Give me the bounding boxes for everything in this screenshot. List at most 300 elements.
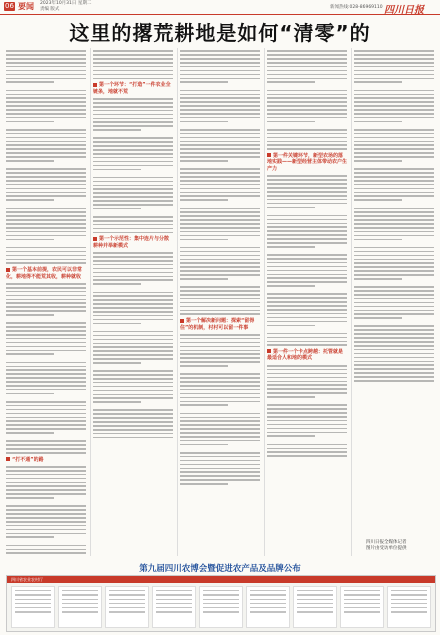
text-line bbox=[93, 177, 173, 179]
text-line bbox=[267, 254, 347, 256]
text-line bbox=[267, 117, 347, 119]
text-line bbox=[6, 466, 86, 468]
text-line bbox=[6, 478, 86, 480]
text-line bbox=[180, 97, 260, 99]
text-line bbox=[6, 109, 86, 111]
text-line bbox=[93, 192, 173, 194]
text-line bbox=[6, 215, 86, 217]
text-line bbox=[6, 70, 86, 72]
text-line bbox=[180, 373, 260, 375]
text-column-5 bbox=[354, 48, 434, 556]
text-line bbox=[93, 252, 173, 254]
text-line bbox=[180, 144, 260, 146]
text-line bbox=[267, 129, 347, 131]
text-line bbox=[267, 365, 347, 367]
text-line bbox=[6, 549, 86, 551]
text-line bbox=[180, 176, 260, 178]
text-line bbox=[180, 54, 260, 56]
text-line bbox=[6, 223, 86, 225]
text-line bbox=[6, 389, 86, 391]
text-line bbox=[6, 489, 86, 491]
text-line bbox=[267, 317, 347, 319]
text-line bbox=[180, 290, 260, 292]
text-line bbox=[267, 62, 347, 64]
text-line bbox=[267, 451, 347, 453]
text-line bbox=[6, 366, 86, 368]
text-line bbox=[93, 335, 173, 337]
text-line bbox=[267, 105, 347, 107]
text-line bbox=[354, 372, 434, 374]
text-line bbox=[180, 471, 260, 473]
text-line bbox=[180, 475, 260, 477]
text-line bbox=[354, 306, 434, 308]
text-line bbox=[93, 98, 173, 100]
text-line bbox=[93, 137, 173, 139]
text-line bbox=[267, 337, 347, 339]
text-column-2 bbox=[93, 48, 173, 556]
text-line bbox=[6, 424, 86, 426]
text-line bbox=[180, 353, 260, 355]
text-line bbox=[93, 70, 173, 72]
text-line bbox=[6, 81, 54, 83]
text-line bbox=[6, 287, 86, 289]
text-line bbox=[267, 381, 347, 383]
text-line bbox=[354, 368, 434, 370]
text-line bbox=[93, 394, 173, 396]
text-line bbox=[6, 295, 86, 297]
text-line bbox=[267, 70, 347, 72]
text-line bbox=[93, 110, 173, 112]
text-line bbox=[354, 215, 434, 217]
text-line bbox=[180, 121, 228, 123]
text-line bbox=[6, 314, 54, 316]
text-line bbox=[93, 319, 173, 321]
text-line bbox=[93, 149, 173, 151]
text-line bbox=[6, 393, 54, 395]
text-line bbox=[93, 220, 173, 222]
text-line bbox=[267, 242, 347, 244]
text-line bbox=[267, 246, 315, 248]
text-line bbox=[93, 50, 173, 52]
ad-banner-strip-text: 四川省农业农村厅 bbox=[11, 577, 43, 582]
text-line bbox=[354, 117, 434, 119]
text-line bbox=[180, 247, 260, 249]
text-line bbox=[6, 50, 86, 52]
text-line bbox=[354, 345, 434, 347]
text-line bbox=[6, 74, 86, 76]
text-line bbox=[180, 223, 260, 225]
text-line bbox=[6, 505, 86, 507]
text-line bbox=[6, 420, 86, 422]
text-line bbox=[267, 90, 347, 92]
text-line bbox=[267, 293, 347, 295]
text-line bbox=[354, 97, 434, 99]
text-line bbox=[354, 223, 434, 225]
text-line bbox=[6, 247, 86, 249]
text-line bbox=[93, 331, 173, 333]
text-line bbox=[267, 207, 315, 209]
text-line bbox=[93, 283, 141, 285]
text-line bbox=[180, 113, 260, 115]
text-line bbox=[6, 184, 86, 186]
text-line bbox=[354, 255, 434, 257]
text-line bbox=[180, 133, 260, 135]
text-line bbox=[6, 413, 86, 415]
text-line bbox=[6, 101, 86, 103]
text-line bbox=[180, 180, 260, 182]
subheading-text: 第一个示范性：集中连片与分散耕种并举新模式 bbox=[93, 236, 170, 249]
article-body bbox=[6, 48, 434, 556]
text-line bbox=[267, 199, 347, 201]
text-line bbox=[6, 521, 86, 523]
text-line bbox=[6, 262, 86, 264]
text-line bbox=[354, 113, 434, 115]
text-line bbox=[354, 313, 434, 315]
text-line bbox=[180, 338, 260, 340]
subheading-marker-icon bbox=[6, 268, 10, 272]
masthead bbox=[0, 0, 440, 15]
text-line bbox=[354, 259, 434, 261]
text-line bbox=[6, 299, 86, 301]
text-line bbox=[6, 97, 86, 99]
text-line bbox=[180, 452, 260, 454]
text-line bbox=[93, 401, 141, 403]
text-line bbox=[267, 444, 347, 446]
text-line bbox=[354, 274, 434, 276]
text-line bbox=[93, 386, 173, 388]
text-line bbox=[354, 376, 434, 378]
text-line bbox=[267, 133, 347, 135]
text-line bbox=[6, 62, 86, 64]
ad-banner-box bbox=[105, 586, 149, 628]
text-line bbox=[267, 420, 347, 422]
text-line bbox=[93, 370, 173, 372]
text-line bbox=[267, 175, 347, 177]
text-line bbox=[354, 188, 434, 190]
ad-banner-box bbox=[340, 586, 384, 628]
text-line bbox=[354, 247, 434, 249]
ad-banner-box bbox=[387, 586, 431, 628]
text-line bbox=[267, 230, 347, 232]
text-line bbox=[180, 262, 260, 264]
text-line bbox=[180, 117, 260, 119]
text-line bbox=[6, 113, 86, 115]
text-line bbox=[6, 302, 86, 304]
text-line bbox=[354, 144, 434, 146]
section-label: 要闻 bbox=[18, 2, 34, 11]
text-line bbox=[93, 181, 173, 183]
text-line bbox=[354, 325, 434, 327]
text-line bbox=[93, 272, 173, 274]
text-line bbox=[180, 215, 260, 217]
text-line bbox=[180, 385, 260, 387]
text-line bbox=[93, 208, 141, 210]
text-line bbox=[267, 277, 347, 279]
text-line bbox=[180, 424, 260, 426]
text-line bbox=[354, 219, 434, 221]
text-line bbox=[354, 302, 434, 304]
text-line bbox=[267, 94, 347, 96]
text-line bbox=[267, 195, 347, 197]
text-line bbox=[180, 310, 260, 312]
text-line bbox=[267, 301, 347, 303]
text-line bbox=[93, 102, 173, 104]
text-line bbox=[93, 129, 141, 131]
text-line bbox=[354, 121, 402, 123]
text-line bbox=[93, 433, 173, 435]
text-line bbox=[93, 437, 173, 439]
text-line bbox=[267, 144, 347, 146]
text-line bbox=[6, 117, 86, 119]
text-line bbox=[93, 303, 173, 305]
ad-banner-title: 第九届四川农博会暨促进农产品及品牌公布 bbox=[139, 564, 301, 574]
text-line bbox=[354, 235, 434, 237]
text-line bbox=[267, 113, 347, 115]
text-line bbox=[93, 256, 173, 258]
text-line bbox=[180, 81, 228, 83]
text-line bbox=[180, 259, 260, 261]
text-line bbox=[180, 251, 260, 253]
text-line bbox=[93, 268, 173, 270]
subheading-text: 第一个环节：“打造”一件农业全链条，地就不荒 bbox=[93, 82, 171, 95]
page-number: 06 bbox=[5, 2, 14, 10]
text-line bbox=[6, 330, 86, 332]
text-line bbox=[93, 354, 173, 356]
text-line bbox=[267, 74, 347, 76]
text-line bbox=[93, 279, 173, 281]
subheading-text: 第一件一个卡点跨越：托管就是最适合人和地的模式 bbox=[267, 348, 344, 362]
subheading-text: “打不通”的路 bbox=[12, 456, 44, 463]
text-line bbox=[267, 109, 347, 111]
text-line bbox=[267, 101, 347, 103]
text-line bbox=[6, 509, 86, 511]
text-line bbox=[6, 141, 86, 143]
text-line bbox=[354, 357, 434, 359]
text-line bbox=[354, 156, 434, 158]
text-line bbox=[93, 74, 173, 76]
text-line bbox=[93, 264, 173, 266]
text-line bbox=[267, 404, 347, 406]
text-line bbox=[6, 168, 86, 170]
news-hotline: 新闻热线:028-86969110 bbox=[330, 5, 383, 10]
subheading bbox=[267, 153, 347, 173]
text-line bbox=[354, 152, 434, 154]
text-line bbox=[267, 54, 347, 56]
subheading bbox=[93, 236, 173, 249]
text-line bbox=[180, 129, 260, 131]
text-line bbox=[267, 137, 347, 139]
text-line bbox=[6, 373, 86, 375]
text-line bbox=[267, 321, 347, 323]
text-line bbox=[6, 405, 86, 407]
text-line bbox=[6, 208, 86, 210]
subheading bbox=[93, 82, 173, 95]
text-line bbox=[6, 350, 86, 352]
text-line bbox=[180, 365, 228, 367]
text-line bbox=[180, 74, 260, 76]
text-line bbox=[354, 58, 434, 60]
text-line bbox=[354, 101, 434, 103]
text-line bbox=[354, 66, 434, 68]
text-line bbox=[6, 66, 86, 68]
text-line bbox=[354, 195, 434, 197]
text-line bbox=[267, 309, 347, 311]
text-line bbox=[180, 172, 260, 174]
text-line bbox=[354, 353, 434, 355]
text-line bbox=[354, 148, 434, 150]
text-line bbox=[6, 346, 86, 348]
subheading-marker-icon bbox=[93, 83, 97, 87]
text-line bbox=[267, 341, 347, 343]
text-line bbox=[354, 81, 402, 83]
subheading-marker-icon bbox=[6, 457, 10, 461]
text-line bbox=[6, 176, 86, 178]
text-line bbox=[180, 70, 260, 72]
text-line bbox=[354, 94, 434, 96]
text-line bbox=[6, 417, 86, 419]
text-line bbox=[354, 349, 434, 351]
subheading-marker-icon bbox=[267, 349, 271, 353]
text-line bbox=[6, 448, 86, 450]
text-line bbox=[354, 231, 434, 233]
text-line bbox=[180, 350, 260, 352]
text-line bbox=[180, 90, 260, 92]
text-line bbox=[93, 425, 173, 427]
text-line bbox=[6, 362, 86, 364]
text-line bbox=[93, 106, 173, 108]
text-line bbox=[267, 148, 347, 150]
text-line bbox=[6, 401, 86, 403]
text-line bbox=[354, 109, 434, 111]
text-line bbox=[180, 211, 260, 213]
text-line bbox=[180, 302, 260, 304]
text-line bbox=[267, 234, 347, 236]
text-line bbox=[6, 428, 86, 430]
text-line bbox=[6, 381, 86, 383]
text-line bbox=[6, 409, 86, 411]
text-line bbox=[354, 90, 434, 92]
text-line bbox=[267, 223, 347, 225]
subheading bbox=[267, 349, 347, 362]
text-line bbox=[180, 152, 260, 154]
text-line bbox=[354, 317, 402, 319]
ad-banner-box bbox=[199, 586, 243, 628]
text-line bbox=[354, 270, 434, 272]
text-line bbox=[93, 362, 141, 364]
text-line bbox=[354, 208, 434, 210]
text-line bbox=[354, 133, 434, 135]
text-line bbox=[6, 377, 86, 379]
text-line bbox=[93, 204, 173, 206]
text-line bbox=[354, 251, 434, 253]
text-line bbox=[180, 468, 260, 470]
text-line bbox=[93, 62, 173, 64]
text-line bbox=[6, 385, 86, 387]
text-line bbox=[267, 187, 347, 189]
text-line bbox=[354, 180, 434, 182]
subheading-marker-icon bbox=[180, 319, 184, 323]
text-line bbox=[354, 227, 434, 229]
text-line bbox=[354, 290, 434, 292]
text-line bbox=[180, 50, 260, 52]
text-line bbox=[93, 216, 173, 218]
text-line bbox=[93, 145, 173, 147]
text-column-1 bbox=[6, 48, 86, 556]
text-line bbox=[180, 94, 260, 96]
text-line bbox=[93, 118, 173, 120]
text-line bbox=[93, 141, 173, 143]
text-line bbox=[354, 333, 434, 335]
text-line bbox=[354, 239, 402, 241]
ad-banner-box bbox=[11, 586, 55, 628]
text-line bbox=[267, 333, 347, 335]
text-line bbox=[267, 226, 347, 228]
text-line bbox=[93, 185, 173, 187]
text-line bbox=[93, 157, 173, 159]
text-line bbox=[354, 160, 402, 162]
text-line bbox=[93, 224, 173, 226]
ad-banner-strip bbox=[7, 576, 435, 583]
text-line bbox=[180, 377, 260, 379]
text-line bbox=[180, 393, 260, 395]
text-line bbox=[180, 270, 260, 272]
text-line bbox=[6, 133, 86, 135]
text-line bbox=[93, 125, 173, 127]
text-line bbox=[93, 358, 173, 360]
text-line bbox=[6, 259, 86, 261]
text-line bbox=[267, 369, 347, 371]
text-line bbox=[6, 283, 86, 285]
text-line bbox=[180, 381, 260, 383]
text-line bbox=[180, 227, 260, 229]
text-line bbox=[267, 384, 347, 386]
text-line bbox=[180, 294, 260, 296]
text-line bbox=[267, 435, 315, 437]
text-line bbox=[180, 58, 260, 60]
subheading bbox=[180, 318, 260, 331]
text-column-3 bbox=[180, 48, 260, 556]
text-line bbox=[354, 310, 434, 312]
text-line bbox=[180, 219, 260, 221]
text-line bbox=[93, 350, 173, 352]
text-line bbox=[180, 456, 260, 458]
text-line bbox=[180, 231, 260, 233]
text-line bbox=[267, 183, 347, 185]
editor-line: 责编 版式 bbox=[40, 6, 60, 12]
text-line bbox=[180, 483, 228, 485]
text-line bbox=[267, 81, 315, 83]
text-line bbox=[354, 141, 434, 143]
text-line bbox=[6, 485, 86, 487]
text-line bbox=[180, 404, 228, 406]
text-line bbox=[6, 239, 54, 241]
text-line bbox=[93, 390, 173, 392]
text-line bbox=[267, 455, 347, 457]
text-line bbox=[6, 90, 86, 92]
text-line bbox=[180, 192, 260, 194]
text-line bbox=[180, 160, 228, 162]
text-line bbox=[93, 295, 173, 297]
text-line bbox=[6, 306, 86, 308]
text-line bbox=[6, 231, 86, 233]
text-line bbox=[267, 313, 347, 315]
text-line bbox=[93, 378, 173, 380]
text-line bbox=[180, 235, 260, 237]
text-line bbox=[93, 228, 173, 230]
text-line bbox=[354, 341, 434, 343]
text-line bbox=[180, 184, 260, 186]
text-line bbox=[267, 266, 347, 268]
